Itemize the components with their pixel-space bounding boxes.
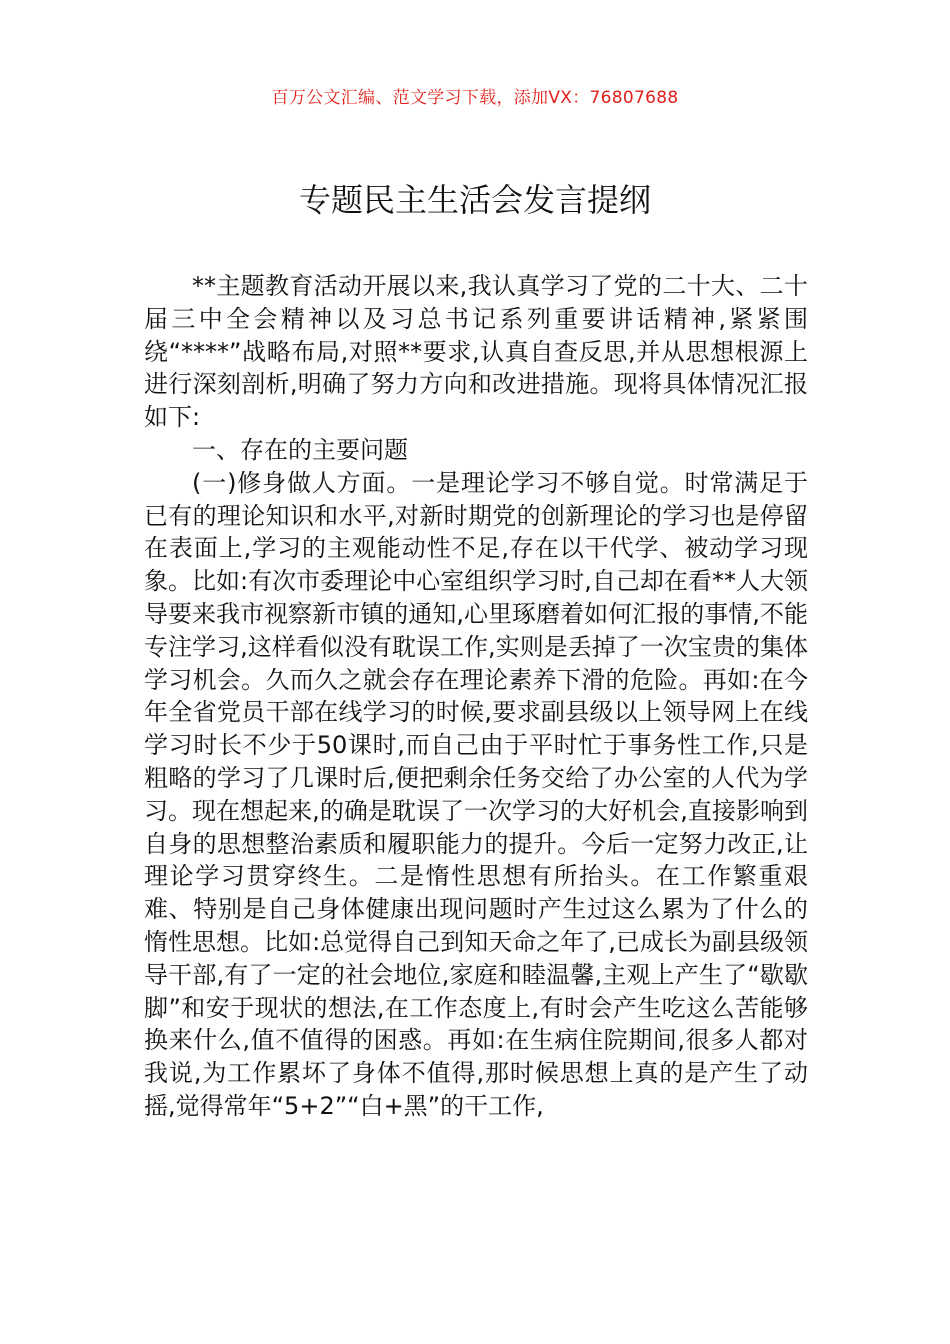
body-paragraph: (一)修身做人方面。一是理论学习不够自觉。时常满足于已有的理论知识和水平,对新时期党的创新理论的学习也是停留在表面上,学习的主观能动性不足,存在以干代学、被动学习现象。比如:有次市委理论中心室组织学习时,自己却在看**人大领导要来我市视察新市镇的通知,心里琢磨着如何汇报的事情,不能专注学习,这样看似没有耽误工作,实则是丢掉了一次宝贵的集体学习机会。久而久之就会存在理论素养下滑的危险。再如:在今年全省党员干部在线学习的时候,要求副县级以上领导网上在线学习时长不少于50课时,而自己由于平时忙于事务性工作,只是粗略的学习了几课时后,便把剩余任务交给了办公室的人代为学习。现在想起来,的确是耽误了一次学习的大好机会,直接影响到自身的思想整治素质和履职能力的提升。今后一定努力改正,让理论学习贯穿终生。二是惰性思想有所抬头。在工作繁重艰难、特别是自己身体健康出现问题时产生过这么累为了什么的惰性思想。比如:总觉得自己到知天命之年了,已成长为副县级领导干部,有了一定的社会地位,家庭和睦温馨,主观上产生了“歇歇脚”和安于现状的想法,在工作态度上,有时会产生吃这么苦能够换来什么,值不值得的困惑。再如:在生病住院期间,很多人都对我说,为工作累坏了身体不值得,那时候思想上真的是产生了动摇,觉得常年“5+2”“白+黑”的干工作, <box>144 468 808 1120</box>
section-heading: 一、存在的主要问题 <box>192 435 408 464</box>
document-title: 专题民主生活会发言提纲 <box>298 181 651 219</box>
header-promo-note: 百万公文汇编、范文学习下载，添加VX：76807688 <box>271 88 679 108</box>
document-body <box>144 270 808 1123</box>
intro-paragraph: **主题教育活动开展以来,我认真学习了党的二十大、二十届三中全会精神以及习总书记系列重要讲话精神,紧紧围绕“****”战略布局,对照**要求,认真自查反思,并从思想根源上进行深刻剖析,明确了努力方向和改进措施。现将具体情况汇报如下: <box>144 272 808 432</box>
